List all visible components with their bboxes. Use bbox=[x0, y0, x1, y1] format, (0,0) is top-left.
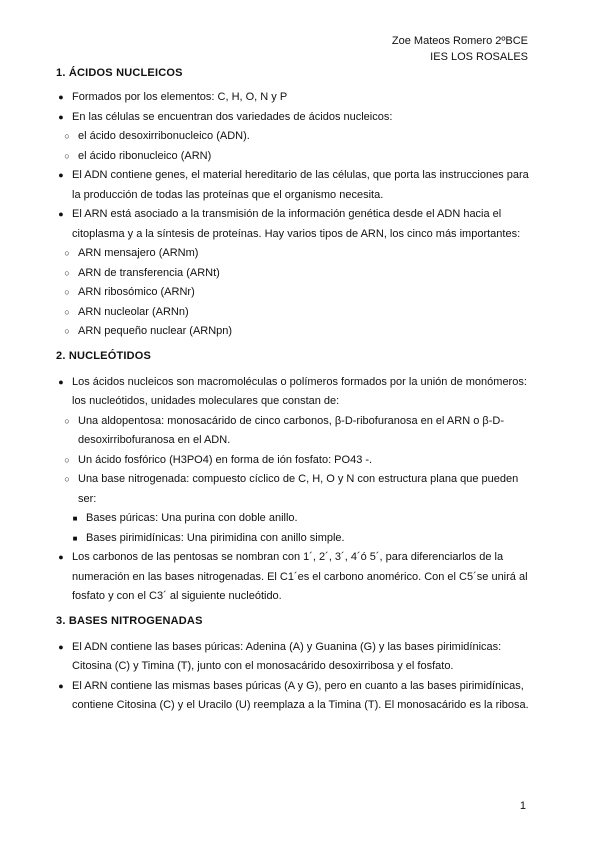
list-item: ○ el ácido desoxirribonucleico (ADN). bbox=[56, 127, 530, 147]
bullet-dot-icon: ● bbox=[58, 170, 64, 180]
list-item: ■ Bases pirimidínicas: Una pirimidina con anillo simple. bbox=[56, 529, 530, 549]
section-3-list bbox=[56, 638, 530, 716]
list-item: ○ Un ácido fosfórico (H3PO4) en forma de ión fosfato: PO43 -. bbox=[56, 451, 530, 471]
bullet-circle-icon: ○ bbox=[64, 287, 70, 297]
list-item: ○ Una aldopentosa: monosacárido de cinco carbonos, β-D-ribofuranosa en el ARN o β-D-desoxirribofuranosa en el ADN. bbox=[56, 412, 530, 451]
section-title-nucleotidos: 2. NUCLEÓTIDOS bbox=[56, 349, 152, 362]
section-2-list bbox=[56, 373, 530, 607]
bullet-dot-icon: ● bbox=[58, 376, 64, 387]
list-item: ● El ARN está asociado a la transmisión de la información genética desde el ADN hacia el citoplasma y a la síntesis de proteínas. Hay varios tipos de ARN, los cinco más importantes: bbox=[56, 205, 530, 244]
list-item: ● Los carbonos de las pentosas se nombran con 1´, 2´, 3´, 4´ó 5´, para diferenciarlos de la numeración en las bases nitrogenadas. El C1´es el carbono anomérico. Con el C5´se unirá al fosfato y con el C3´ al siguiente nucleótido. bbox=[56, 548, 530, 607]
bullet-circle-icon: ○ bbox=[64, 474, 70, 484]
list-item: ● El ADN contiene genes, el material hereditario de las células, que porta las instrucciones para la producción de todas las proteínas que el organismo necesita. bbox=[56, 166, 530, 205]
school-line: IES LOS ROSALES bbox=[430, 51, 528, 63]
list-item: ● Formados por los elementos: C, H, O, N y P bbox=[56, 88, 530, 108]
bullet-dot-icon: ● bbox=[58, 111, 64, 122]
section-title-acidos-nucleicos: 1. ÁCIDOS NUCLEICOS bbox=[56, 67, 183, 79]
bullet-circle-icon: ○ bbox=[64, 150, 70, 161]
bullet-circle-icon: ○ bbox=[64, 326, 70, 336]
bullet-dot-icon: ● bbox=[58, 552, 64, 562]
list-item: ■ Bases púricas: Una purina con doble anillo. bbox=[56, 509, 530, 529]
page-number: 1 bbox=[519, 800, 526, 812]
bullet-dot-icon: ● bbox=[58, 209, 64, 219]
list-item: ● Los ácidos nucleicos son macromoléculas o polímeros formados por la unión de monómeros: los nucleótidos, unidades moleculares que constan de: bbox=[56, 373, 530, 412]
list-item: ○ ARN mensajero (ARNm) bbox=[56, 244, 530, 264]
bullet-circle-icon: ○ bbox=[64, 267, 70, 278]
bullet-dot-icon: ● bbox=[58, 680, 64, 691]
list-item: ○ ARN pequeño nuclear (ARNpn) bbox=[56, 322, 530, 342]
list-item: ● El ARN contiene las mismas bases púricas (A y G), pero en cuanto a las bases pirimidínicas, contiene Citosina (C) y el Uracilo (U) reemplaza a la Timina (T). El monosacárido es la ribosa. bbox=[56, 677, 530, 716]
bullet-circle-icon: ○ bbox=[64, 415, 70, 426]
bullet-dot-icon: ● bbox=[58, 641, 64, 652]
section-title-bases-nitrogenadas: 3. BASES NITROGENADAS bbox=[56, 614, 203, 627]
bullet-circle-icon: ○ bbox=[64, 454, 70, 465]
bullet-circle-icon: ○ bbox=[64, 131, 70, 141]
bullet-square-icon: ■ bbox=[72, 533, 78, 543]
bullet-square-icon: ■ bbox=[72, 514, 78, 523]
bullet-dot-icon: ● bbox=[58, 92, 64, 102]
list-item: ● El ADN contiene las bases púricas: Adenina (A) y Guanina (G) y las bases pirimidínicas: Citosina (C) y Timina (T), junto con el monosacárido desoxirribosa y el fosfato. bbox=[56, 638, 530, 677]
author-line: Zoe Mateos Romero 2ºBCE bbox=[391, 35, 528, 47]
bullet-circle-icon: ○ bbox=[64, 248, 70, 258]
list-item: ○ ARN ribosómico (ARNr) bbox=[56, 283, 530, 303]
document-body bbox=[56, 64, 530, 716]
list-item: ○ ARN de transferencia (ARNt) bbox=[56, 264, 530, 284]
list-item: ○ Una base nitrogenada: compuesto cíclico de C, H, O y N con estructura plana que pueden ser: bbox=[56, 470, 530, 509]
list-item: ○ el ácido ribonucleico (ARN) bbox=[56, 147, 530, 167]
list-item: ● En las células se encuentran dos variedades de ácidos nucleicos: bbox=[56, 108, 530, 128]
bullet-circle-icon: ○ bbox=[64, 306, 70, 317]
page-header bbox=[392, 33, 528, 65]
section-1-list bbox=[56, 88, 530, 342]
list-item: ○ ARN nucleolar (ARNn) bbox=[56, 303, 530, 323]
